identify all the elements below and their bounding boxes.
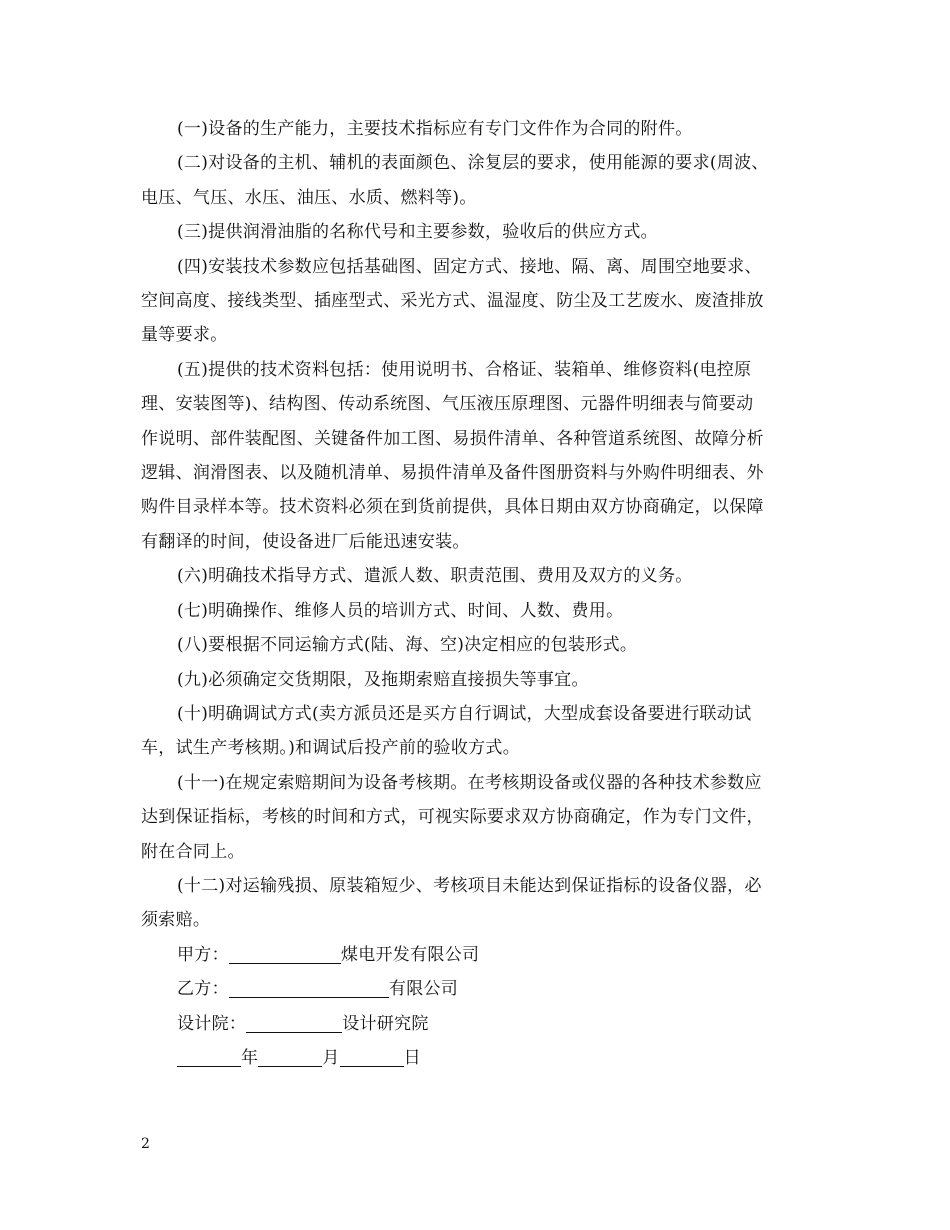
signature-party-b xyxy=(141,972,813,1006)
clause-6 xyxy=(141,559,813,593)
party-a-label: 甲方： xyxy=(177,944,229,965)
month-label: 月 xyxy=(322,1047,340,1068)
year-label: 年 xyxy=(241,1047,259,1068)
day-blank-field[interactable] xyxy=(340,1046,404,1067)
text-line: (二)对设备的主机、辅机的表面颜色、涂复层的要求，使用能源的要求(周波、 xyxy=(177,153,769,174)
party-a-blank-field[interactable] xyxy=(229,943,341,964)
clause-9 xyxy=(141,663,813,697)
month-blank-field[interactable] xyxy=(258,1046,322,1067)
text-line: (四)安装技术参数应包括基础图、固定方式、接地、隔、离、周围空地要求、 xyxy=(177,256,762,277)
clause-3 xyxy=(141,215,813,249)
clause-11 xyxy=(141,766,813,869)
clause-5 xyxy=(141,353,813,559)
party-a-suffix: 煤电开发有限公司 xyxy=(340,944,480,965)
party-b-suffix: 有限公司 xyxy=(388,979,459,1000)
text-line: (八)要根据不同运输方式(陆、海、空)决定相应的包装形式。 xyxy=(177,635,638,656)
clause-10 xyxy=(141,697,813,766)
institute-blank-field[interactable] xyxy=(246,1012,342,1033)
text-line: (五)提供的技术资料包括：使用说明书、合格证、装箱单、维修资料(电控原 xyxy=(177,359,752,380)
text-line: 车，试生产考核期。)和调试后投产前的验收方式。 xyxy=(141,738,521,759)
document-body xyxy=(141,112,813,1075)
text-line: (十二)对运输残损、原装箱短少、考核项目未能达到保证指标的设备仪器，必 xyxy=(177,875,762,896)
clause-7 xyxy=(141,594,813,628)
signature-institute xyxy=(141,1007,813,1041)
text-line: 有翻译的时间，使设备进厂后能迅速安装。 xyxy=(141,531,470,552)
text-line: (九)必须确定交货期限，及拖期索赔直接损失等事宜。 xyxy=(177,669,589,690)
text-line: 空间高度、接线类型、插座型式、采光方式、温湿度、防尘及工艺废水、废渣排放 xyxy=(141,291,764,312)
signature-party-a xyxy=(141,938,813,972)
text-line: 逻辑、润滑图表、以及随机清单、易损件清单及备件图册资料与外购件明细表、外 xyxy=(141,463,764,484)
signature-date xyxy=(141,1041,813,1075)
text-line: (三)提供润滑油脂的名称代号和主要参数，验收后的供应方式。 xyxy=(177,222,658,243)
text-line: 购件目录样本等。技术资料必须在到货前提供，具体日期由双方协商确定，以保障 xyxy=(141,497,764,518)
page-number: 2 xyxy=(141,1136,150,1152)
institute-suffix: 设计研究院 xyxy=(342,1013,429,1034)
text-line: 须索赔。 xyxy=(141,910,211,931)
text-line: (十一)在规定索赔期间为设备考核期。在考核期设备或仪器的各种技术参数应 xyxy=(177,772,762,793)
text-line: 作说明、部件装配图、关键备件加工图、易损件清单、各种管道系统图、故障分析 xyxy=(141,428,764,449)
party-b-blank-field[interactable] xyxy=(229,977,389,998)
clause-2 xyxy=(141,146,813,215)
clause-8 xyxy=(141,628,813,662)
text-line: 电压、气压、水压、油压、水质、燃料等)。 xyxy=(141,187,477,208)
year-blank-field[interactable] xyxy=(177,1046,241,1067)
text-line: (六)明确技术指导方式、遣派人数、职责范围、费用及双方的义务。 xyxy=(177,566,693,587)
text-line: 量等要求。 xyxy=(141,325,228,346)
institute-label: 设计院： xyxy=(177,1013,247,1034)
text-line: (一)设备的生产能力，主要技术指标应有专门文件作为合同的附件。 xyxy=(177,119,693,139)
text-line: (七)明确操作、维修人员的培训方式、时间、人数、费用。 xyxy=(177,600,624,621)
text-line: 理、安装图等)、结构图、传动系统图、气压液压原理图、元器件明细表与简要动 xyxy=(141,394,754,415)
text-line: (十)明确调试方式(卖方派员还是买方自行调试，大型成套设备要进行联动试 xyxy=(177,703,752,724)
text-line: 达到保证指标，考核的时间和方式，可视实际要求双方协商确定，作为专门文件， xyxy=(141,807,764,828)
clause-4 xyxy=(141,250,813,353)
clause-12 xyxy=(141,869,813,938)
text-line: 附在合同上。 xyxy=(141,841,245,862)
clause-1 xyxy=(141,112,813,146)
party-b-label: 乙方： xyxy=(177,979,229,1000)
day-label: 日 xyxy=(403,1047,421,1068)
